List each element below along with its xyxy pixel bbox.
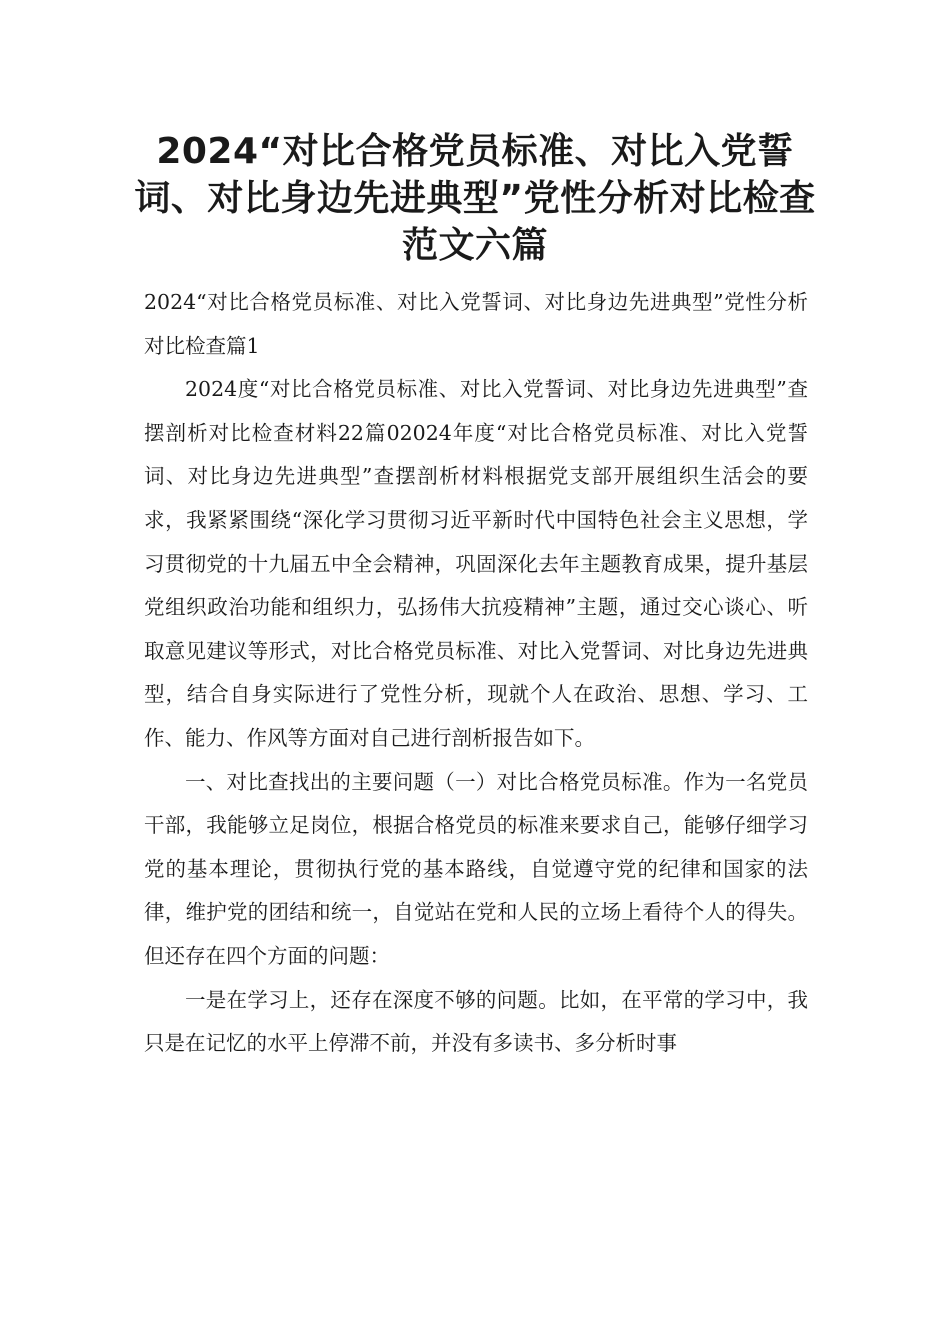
paragraph-1: 2024度“对比合格党员标准、对比入党誓词、对比身边先进典型”查摆剖析对比检查材料22篇02024年度“对比合格党员标准、对比入党誓词、对比身边先进典型”查摆剖析材料根据党支部开展组织生活会的要求，我紧紧围绕“深化学习贯彻习近平新时代中国特色社会主义思想，学习贯彻党的十九届五中全会精神，巩固深化去年主题教育成果，提升基层党组织政治功能和组织力，弘扬伟大抗疫精神”主题，通过交心谈心、听取意见建议等形式，对比合格党员标准、对比入党誓词、对比身边先进典型，结合自身实际进行了党性分析，现就个人在政治、思想、学习、工作、能力、作风等方面对自己进行剖析报告如下。 <box>144 377 808 750</box>
paragraph-3: 一是在学习上，还存在深度不够的问题。比如，在平常的学习中，我只是在记忆的水平上停滞不前，并没有多读书、多分析时事 <box>144 987 808 1056</box>
section-heading: 2024“对比合格党员标准、对比入党誓词、对比身边先进典型”党性分析对比检查篇1 <box>144 290 808 358</box>
paragraph-2: 一、对比查找出的主要问题（一）对比合格党员标准。作为一名党员干部，我能够立足岗位，根据合格党员的标准来要求自己，能够仔细学习党的基本理论，贯彻执行党的基本路线，自觉遵守党的纪律和国家的法律，维护党的团结和统一，自觉站在党和人民的立场上看待个人的得失。但还存在四个方面的问题： <box>144 769 808 968</box>
document-title: 2024“对比合格党员标准、对比入党誓词、对比身边先进典型”党性分析对比检查范文六篇 <box>134 131 816 266</box>
document-body <box>144 281 808 1066</box>
